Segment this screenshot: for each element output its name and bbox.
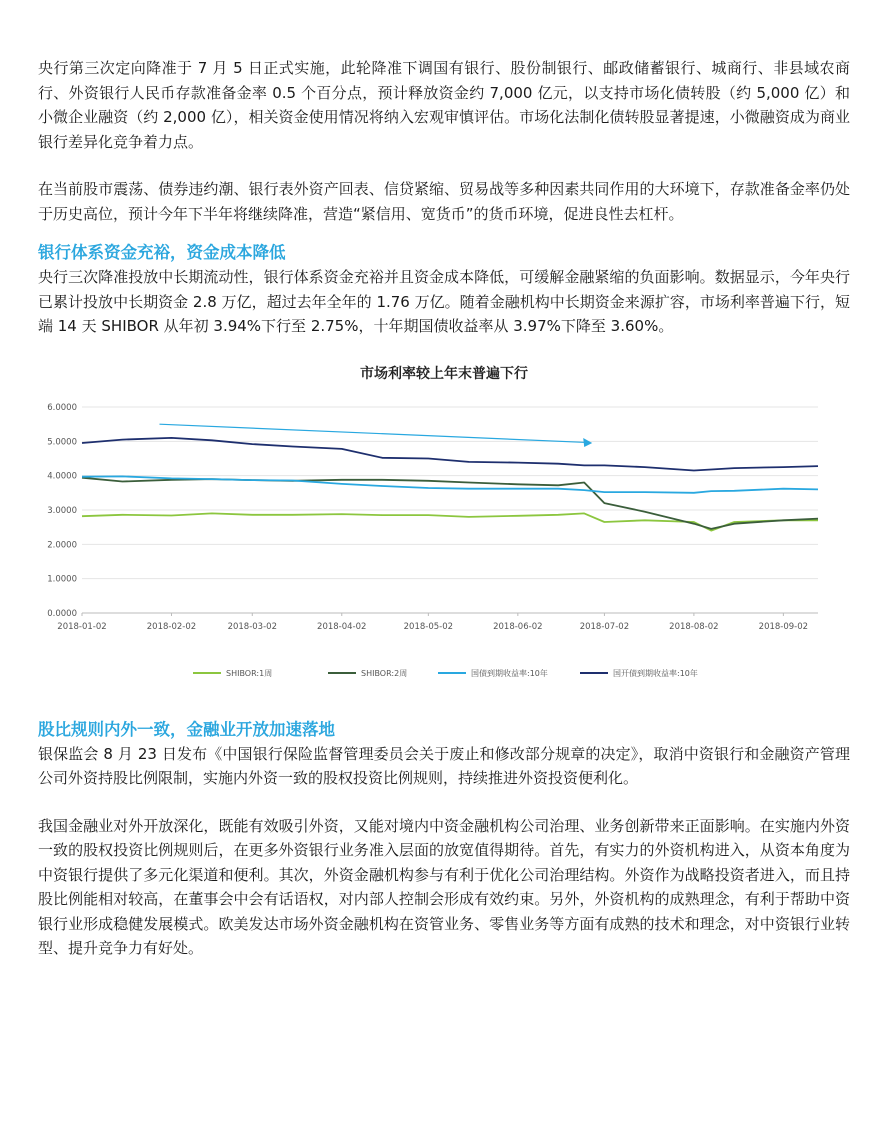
x-tick-label: 2018-06-02 [493,621,543,632]
x-tick-label: 2018-07-02 [579,621,630,632]
paragraph-macro-environment: 在当前股市震荡、债券违约潮、银行表外资产回表、信贷紧缩、贸易战等多种因素共同作用的大环境下，存款准备金率仍处于历史高位，预计今年下半年将继续降准，营造“紧信用、宽货币”的货币环境，促进良性去杠杆。 [38,180,850,223]
section-heading-liquidity: 银行体系资金充裕，资金成本降低 [38,243,286,262]
x-tick-label: 2018-02-02 [146,621,197,632]
y-tick-label: 1.0000 [47,574,77,585]
paragraph-rrr-cut: 央行第三次定向降准于 7 月 5 日正式实施，此轮降准下调国有银行、股份制银行、邮政储蓄银行、城商行、非县域农商行、外资银行人民币存款准备金率 0.5 个百分点，预计释放资金约 7,000 亿元，以支持市场化债转股（约 5,000 亿）和小微企业融资（约 2,000 亿），相关资金使用情况将纳入宏观审慎评估。市场化法制化债转股显著提速，小微融资成为商业银行差异化竞争着力点。 [38,59,850,151]
chart-title: 市场利率较上年末普遍下行 [360,365,528,382]
paragraph-liquidity: 央行三次降准投放中长期流动性，银行体系资金充裕并且资金成本降低，可缓解金融紧缩的负面影响。数据显示，今年央行已累计投放中长期资金 2.8 万亿，超过去年全年的 1.76 万亿。随着金融机构中长期资金来源扩容，市场利率普遍下行，短端 14 天 SHIBOR 从年初 3.94%下行至 2.75%，十年期国债收益率从 3.97%下降至 3.60%。 [38,268,850,335]
paragraph-foreign-ownership: 银保监会 8 月 23 日发布《中国银行保险监督管理委员会关于废止和修改部分规章的决定》，取消中资银行和金融资产管理公司外资持股比例限制，实施内外资一致的股权投资比例规则，持续推进外资投资便利化。 [38,744,850,787]
x-tick-label: 2018-04-02 [317,621,367,632]
x-tick-label: 2018-05-02 [403,621,454,632]
x-tick-label: 2018-09-02 [758,621,809,632]
x-tick-label: 2018-03-02 [227,621,277,632]
rate-chart-svg [38,357,850,707]
y-tick-label: 0.0000 [47,608,77,619]
section-heading-opening: 股比规则内外一致，金融业开放加速落地 [38,719,335,739]
x-tick-label: 2018-01-02 [57,621,107,632]
document-body [38,56,850,961]
legend-label: 国开债到期收益率:10年 [613,668,698,678]
x-tick-label: 2018-08-02 [669,621,719,632]
y-tick-label: 4.0000 [47,471,77,482]
y-tick-label: 6.0000 [47,402,77,413]
legend-label: 国债到期收益率:10年 [471,668,548,678]
y-tick-label: 2.0000 [47,539,77,550]
rate-chart [38,357,850,707]
y-tick-label: 3.0000 [47,505,77,516]
legend-label: SHIBOR:1周 [226,668,273,678]
paragraph-opening-impact: 我国金融业对外开放深化，既能有效吸引外资，又能对境内中资金融机构公司治理、业务创新带来正面影响。在实施内外资一致的股权投资比例规则后，在更多外资银行业务准入层面的放宽值得期待。首先，有实力的外资机构进入，从资本角度为中资银行提供了多元化渠道和便利。其次，外资金融机构参与有利于优化公司治理结构。外资作为战略投资者进入，而且持股比例能相对较高，在董事会中会有话语权，对内部人控制会形成有效约束。另外，外资机构的成熟理念，有利于帮助中资银行业形成稳健发展模式。欧美发达市场外资金融机构在资管业务、零售业务等方面有成熟的技术和理念，对中资银行业转型、提升竞争力有好处。 [38,816,850,957]
y-tick-label: 5.0000 [47,436,77,447]
trend-arrow-head [583,438,592,447]
trend-arrow-line [159,424,586,442]
series-line-2 [82,476,818,492]
series-line-1 [82,477,818,528]
legend-label: SHIBOR:2周 [361,668,408,678]
series-line-3 [82,437,818,470]
